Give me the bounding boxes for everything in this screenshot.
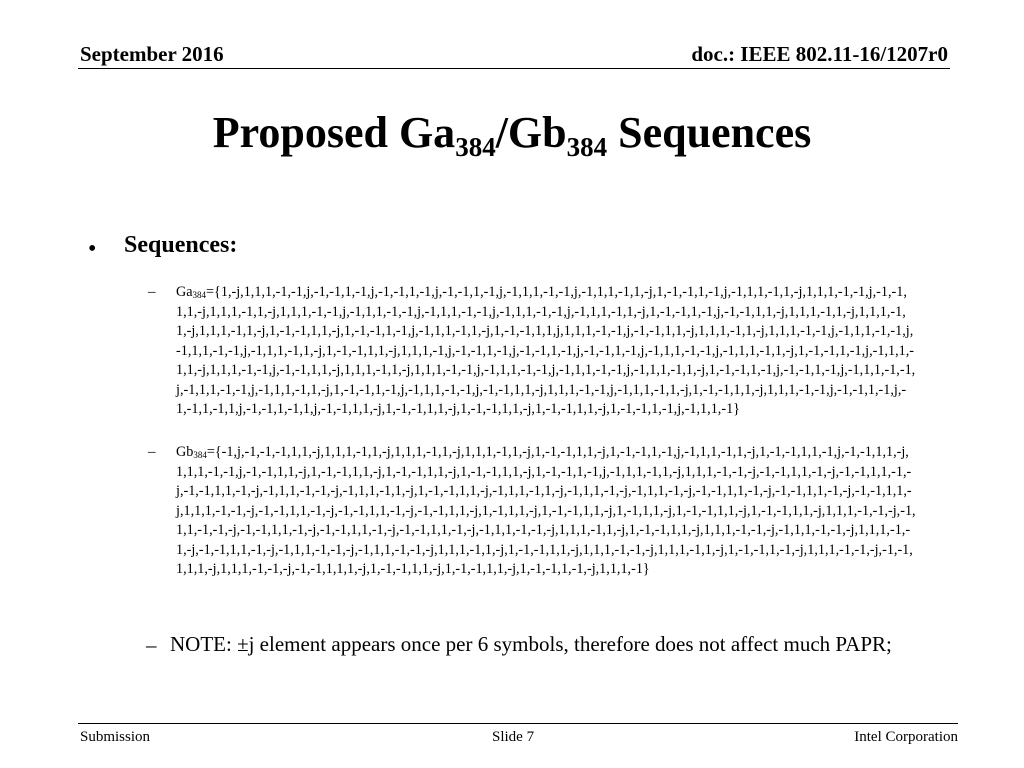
note-text: NOTE: ±j element appears once per 6 symbols, therefore does not affect much PAPR; [170, 632, 892, 656]
footer-slide-number: Slide 7 [492, 729, 535, 745]
header-date: September 2016 [80, 42, 224, 66]
note-dash: – [146, 633, 157, 657]
slide-title [0, 108, 1024, 162]
gb-name: Gb [176, 444, 194, 460]
gb-dash: – [148, 444, 156, 460]
title-sub-gb: 384 [566, 132, 608, 162]
gb-values: ={-1,j,-1,-1,-1,1,1,-j,1,1,1,-1,1,-j,1,1,1,-1,1,-j,1,1,1,-1,1,-j,1,-1,-1,1,1,-j,1,-1,-1,1,-1,j,-1,1,1,-1,1,-j,1,-1,-1,1,1,-1,j,-1,-1,1,1,-j,1,1,1,-1,-1,j,-1,-1,1,1,-j,1,-1,-1,1,1,-j,1,-1,-1,1,1,-j,1,-1,-1,1,1,-j,1,-1,-1,1,-1,j,-1,1,1,-1,1,-j,1,1,1,-1,-1,-j,-1,-1,1,1,-1,-j,-1,-1,1,1,-1,-j,-1,-1,1,1,-1,-j,-1,1,1,-1,-1,-j,-1,1,1,-1,1,-j,1,-1,-1,1,1,-j,-1,1,1,-1,1,-j,-1,1,1,-1,-j,-1,1,1,-1,-j,-1,-1,1,1,-1,-j,-1,-1,1,1,-1,-j,-1,-1,1,1,-j,1,1,1,-1,-1,-j,-1,-1,1,1,-1,-j,-1,-1,1,1,-1,-j,-1,-1,1,1,-j,1,-1,1,1,-j,1,-1,-1,1,1,-j,1,-1,1,1,-j,1,-1,-1,1,1,-j,1,-1,-1,1,1,-j,1,1,1,-1,-1,-j,-1,1,1,-1,-1,-j,-1,-1,1,1,-1,-j,-1,-1,1,1,-1,-j,-1,-1,1,1,-1,-j,-1,1,1,-1,-1,-j,1,1,1,-1,1,-j,1,-1,-1,1,1,-j,1,1,1,-1,-1,-j,-1,1,1,-1,-1,-j,1,1,1,-1,-1,-j,-1,-1,1,1,-1,-j,-1,1,1,-1,-1,-j,-1,1,1,-1,-1,-j,1,1,1,-1,1,-j,1,-1,-1,1,1,-j,1,1,1,-1,-1,-j,1,1,1,-1,1,-j,1,-1,-1,1,-1,-j,1,1,1,-1,-1,-j,-1,-1,1,1,1,-j,1,1,1,-1,-1,-j,-1,-1,1,1,1,-j,1,-1,-1,1,1,-j,1,-1,-1,1,1,-j,1,-1,-1,1,-1,-j,1,1,1,-1} [176, 444, 916, 577]
header-doc-number: doc.: IEEE 802.11-16/1207r0 [691, 42, 948, 66]
ga-sequence [176, 283, 916, 420]
bullet-heading: Sequences: [124, 232, 238, 258]
header-divider [78, 68, 950, 69]
gb-sequence [176, 443, 916, 580]
bullet-marker: • [88, 236, 97, 262]
title-part-ga: Proposed Ga [212, 108, 456, 157]
footer-company: Intel Corporation [854, 729, 958, 745]
ga-values: ={1,-j,1,1,1,-1,-1,j,-1,-1,1,-1,j,-1,-1,1,-1,j,-1,-1,1,-1,j,-1,1,1,-1,-1,j,-1,1,1,-1,1,-j,1,-1,-1,1,-1,j,-1,1,1,-1,1,-j,1,1,1,-1,-1,j,-1,-1,1,1,-j,1,1,1,-1,1,-j,1,1,1,-1,-1,j,-1,1,1,-1,-1,j,-1,1,1,-1,-1,j,-1,1,1,-1,-1,j,-1,1,1,-1,1,-j,1,-1,-1,1,-1,j,-1,-1,1,1,-j,1,1,1,-1,1,-j,1,1,1,-1,1,-j,1,1,1,-1,1,-j,1,-1,-1,1,1,-j,1,-1,-1,1,-1,j,-1,1,1,-1,1,-j,1,-1,-1,1,1,j,1,1,1,-1,-1,j,-1,-1,1,1,-j,1,1,1,-1,1,-j,1,1,1,-1,-1,j,-1,1,1,-1,-1,j,-1,1,1,-1,-1,j,-1,1,1,-1,1,-j,1,-1,-1,1,1,-j,1,1,1,-1,j,-1,-1,1,-1,j,-1,-1,1,-1,j,-1,-1,1,-1,j,-1,1,1,-1,-1,j,-1,1,1,-1,1,-j,1,-1,-1,1,-1,j,-1,1,1,-1,1,-j,1,1,1,-1,-1,j,-1,-1,1,1,-j,1,1,1,-1,1,-j,1,1,1,-1,-1,j,-1,1,1,-1,-1,j,-1,1,1,-1,-1,j,-1,1,1,-1,1,-j,1,-1,-1,1,-1,j,-1,-1,1,-1,j,-1,1,1,-1,-1,j,-1,1,1,-1,-1,j,-1,1,1,-1,1,-j,1,-1,-1,1,-1,j,-1,1,1,-1,-1,j,-1,-1,1,1,-j,1,1,1,-1,-1,j,-1,1,1,-1,1,-j,1,-1,-1,1,1,-j,1,1,1,-1,-1,j,-1,-1,1,-1,j,-1,-1,1,-1,1,j,-1,-1,1,-1,1,j,-1,-1,1,1,-j,1,-1,-1,1,1,-j,1,-1,-1,1,1,-j,1,-1,-1,1,1,-j,1,-1,-1,1,-1,j,-1,1,1,-1} [176, 284, 916, 417]
ga-name: Ga [176, 284, 193, 300]
ga-dash: – [148, 284, 156, 300]
gb-sub: 384 [193, 450, 207, 460]
title-sub-ga: 384 [455, 132, 496, 162]
title-part-gb: /Gb [495, 108, 567, 157]
footer-submission: Submission [80, 729, 151, 745]
title-part-sequences: Sequences [607, 108, 812, 157]
ga-sub: 384 [192, 290, 207, 300]
footer-divider [78, 723, 958, 724]
